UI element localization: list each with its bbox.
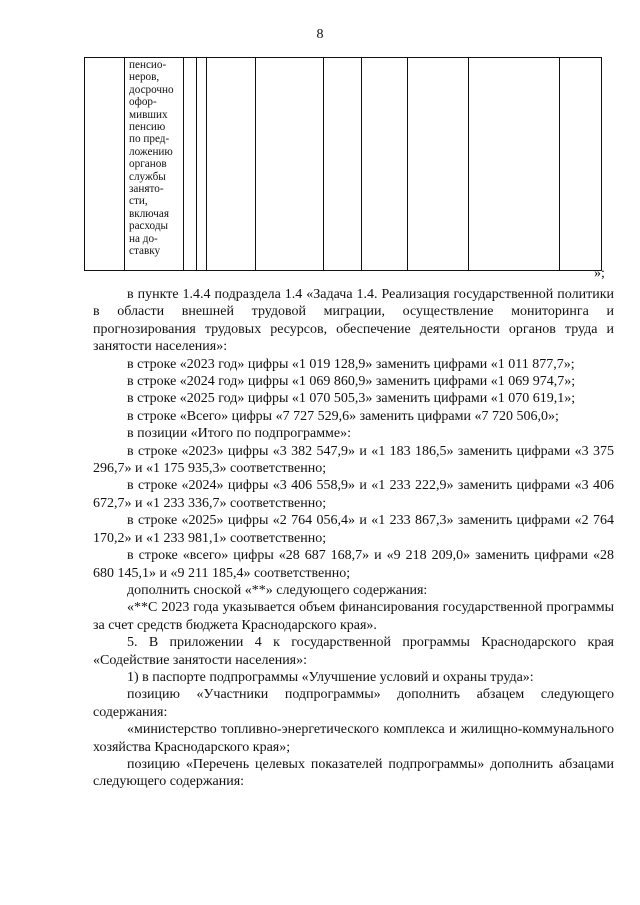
- paragraph: «**С 2023 года указывается объем финансирования государственной программы за счет средств бюджета Краснодарского края».: [93, 600, 614, 633]
- table-column-divider: [407, 58, 408, 270]
- table-closing-quote: »;: [594, 266, 605, 281]
- paragraph: позицию «Перечень целевых показателей подпрограммы» дополнить абзацами следующего содержания:: [93, 756, 614, 790]
- table-column-divider: [361, 58, 362, 270]
- table-column-divider: [323, 58, 324, 270]
- paragraph: в строке «2025 год» цифры «1 070 505,3» заменить цифрами «1 070 619,1»;: [127, 391, 576, 407]
- table-column-divider: [559, 58, 560, 270]
- table-column-divider: [206, 58, 207, 270]
- table-column-divider: [196, 58, 197, 270]
- table-fragment: [84, 57, 602, 271]
- table-column-divider: [124, 58, 125, 270]
- table-column-divider: [183, 58, 184, 270]
- paragraph: позицию «Участники подпрограммы» дополнить абзацем следующего содержания:: [93, 687, 614, 720]
- paragraph: в строке «2024» цифры «3 406 558,9» и «1 233 222,9» заменить цифрами «3 406 672,7» и «1 233 336,7» соответственно;: [93, 478, 614, 511]
- page-number: 8: [316, 27, 324, 42]
- paragraph: 1) в паспорте подпрограммы «Улучшение условий и охраны труда»:: [127, 669, 534, 685]
- paragraph: в строке «2025» цифры «2 764 056,4» и «1 233 867,3» заменить цифрами «2 764 170,2» и «1 233 981,1» соответственно;: [93, 513, 614, 546]
- paragraph: в строке «2024 год» цифры «1 069 860,9» заменить цифрами «1 069 974,7»;: [127, 374, 576, 390]
- table-column-divider: [255, 58, 256, 270]
- paragraph: в строке «Всего» цифры «7 727 529,6» заменить цифрами «7 720 506,0»;: [127, 408, 559, 424]
- paragraph: в строке «2023 год» цифры «1 019 128,9» заменить цифрами «1 011 877,7»;: [127, 356, 575, 372]
- table-column-divider: [468, 58, 469, 270]
- paragraph: в строке «всего» цифры «28 687 168,7» и «9 218 209,0» заменить цифрами «28 680 145,1» и «9 211 185,4» соответственно;: [93, 548, 614, 581]
- paragraph: в позиции «Итого по подпрограмме»:: [127, 426, 352, 442]
- paragraph: «министерство топливно-энергетического комплекса и жилищно-коммунального хозяйства Краснодарского края»;: [93, 722, 614, 755]
- paragraph: дополнить сноской «**» следующего содержания:: [127, 582, 428, 598]
- paragraph: в строке «2023» цифры «3 382 547,9» и «1 183 186,5» заменить цифрами «3 375 296,7» и «1 175 935,3» соответственно;: [93, 443, 614, 477]
- paragraph: в пункте 1.4.4 подраздела 1.4 «Задача 1.4. Реализация государственной политики в области внешней трудовой миграции, осуществление мониторинга и прогнозирования трудовых ресурсов, обеспечение деятельности органов труда и занятости населения»:: [93, 287, 614, 355]
- paragraph: 5. В приложении 4 к государственной программы Краснодарского края «Содействие занятости населения»:: [93, 635, 614, 668]
- table-cell-text: пенсио- неров, досрочно офор- мивших пенсию по пред- ложению органов службы занято- сти, включая расходы на до- ставку: [129, 59, 174, 258]
- document-body: [93, 286, 614, 791]
